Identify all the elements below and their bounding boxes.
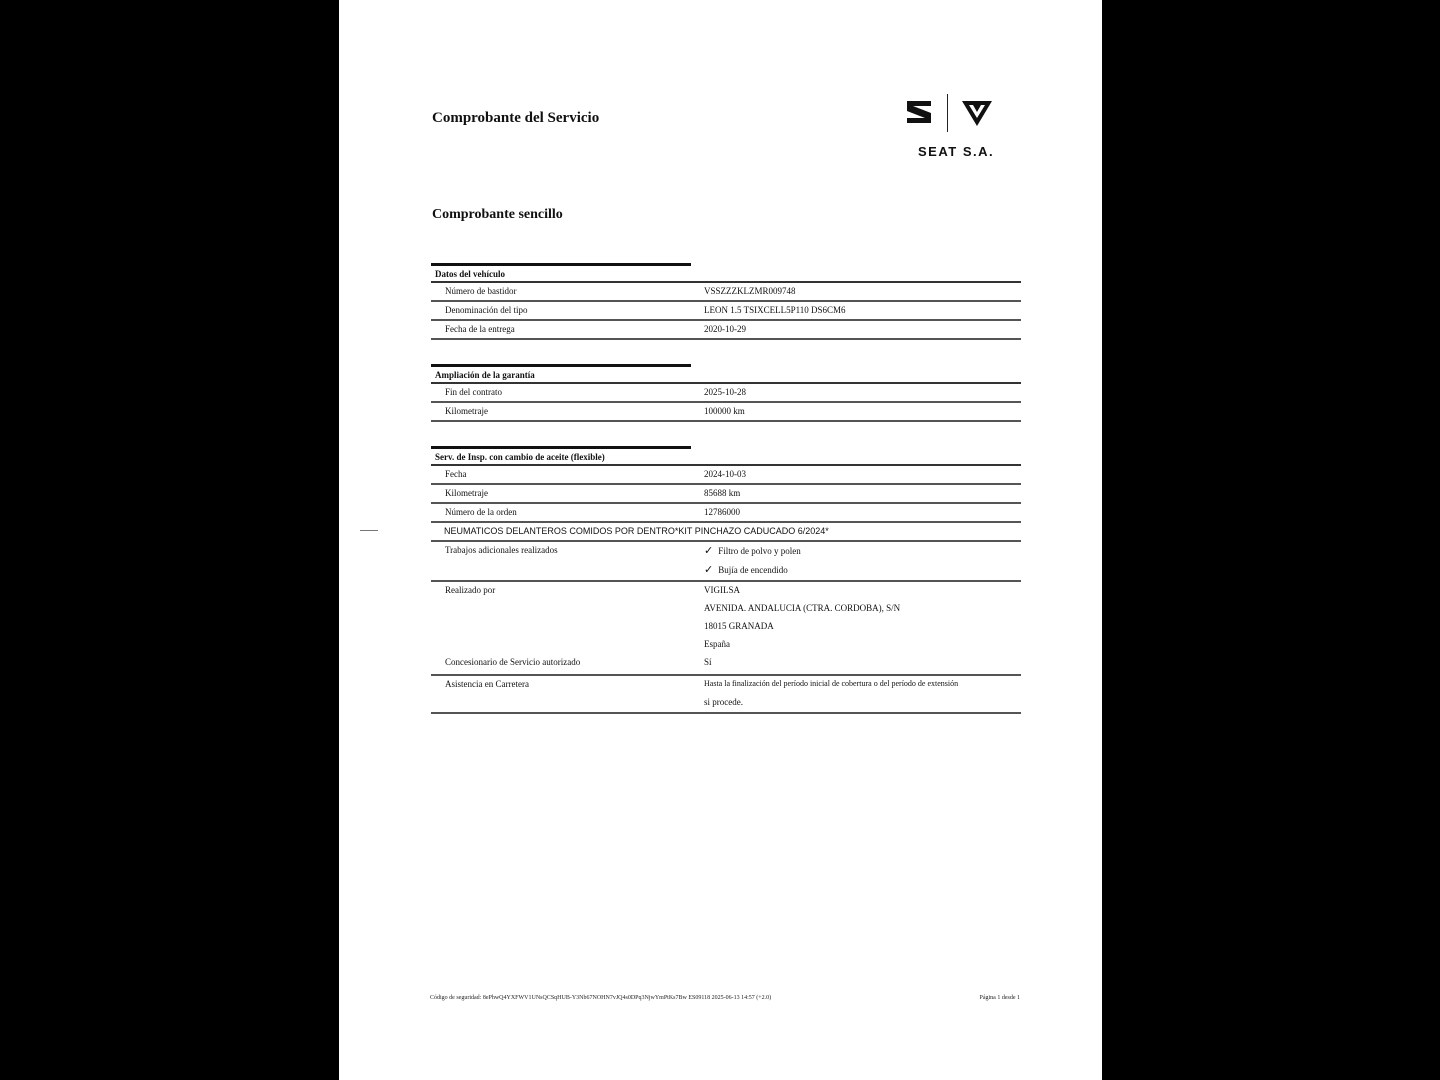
table-row bbox=[431, 283, 1021, 302]
vehicle-section bbox=[431, 263, 1021, 340]
row-label: Kilometraje bbox=[445, 406, 488, 416]
row-label: Concesionario de Servicio autorizado bbox=[445, 657, 581, 667]
additional-item: Bujía de encendido bbox=[718, 565, 788, 575]
row-value: VSSZZZKLZMR009748 bbox=[704, 286, 796, 296]
dealer-city: 18015 GRANADA bbox=[704, 621, 774, 631]
brand-name: SEAT S.A. bbox=[918, 144, 995, 159]
row-label: Trabajos adicionales realizados bbox=[445, 545, 558, 555]
roadside-assistance-row bbox=[431, 674, 1021, 714]
row-label: Denominación del tipo bbox=[445, 305, 528, 315]
checkmark-icon: ✓ bbox=[704, 545, 714, 557]
logo-separator bbox=[947, 94, 948, 132]
cupra-logo-icon bbox=[960, 98, 994, 128]
row-value: 12786000 bbox=[704, 507, 740, 517]
security-code: Código de seguridad: 8ePhwQ4YXFWV1UNsQCSqHUB-Y3Nb67NOHN7vJQ4s0DPq3NjwYmPtKs7Bw ES09118 2025-06-13 14:57 (+2.0) bbox=[430, 995, 772, 1001]
row-value: 100000 km bbox=[704, 406, 745, 416]
row-label: Número de la orden bbox=[445, 507, 517, 517]
section-heading: Ampliación de la garantía bbox=[435, 370, 535, 380]
dealer-name: VIGILSA bbox=[704, 585, 740, 595]
row-label: Fecha de la entrega bbox=[445, 324, 515, 334]
row-value: 2020-10-29 bbox=[704, 324, 746, 334]
document-subtitle: Comprobante sencillo bbox=[432, 207, 563, 222]
table-row bbox=[431, 403, 1021, 422]
additional-item: Filtro de polvo y polen bbox=[718, 546, 801, 556]
table-row bbox=[431, 466, 1021, 485]
row-label: Asistencia en Carretera bbox=[445, 679, 529, 689]
assistance-line: si procede. bbox=[704, 697, 743, 707]
row-label: Número de bastidor bbox=[445, 286, 517, 296]
section-heading: Serv. de Insp. con cambio de aceite (flexible) bbox=[435, 452, 605, 462]
seat-logo-icon bbox=[904, 98, 934, 126]
checkmark-icon: ✓ bbox=[704, 564, 714, 576]
row-value: 2024-10-03 bbox=[704, 469, 746, 479]
row-value: 85688 km bbox=[704, 488, 741, 498]
table-row bbox=[431, 485, 1021, 504]
document-page bbox=[339, 0, 1102, 1080]
page-number: Página 1 desde 1 bbox=[979, 995, 1020, 1001]
row-value: LEON 1.5 TSIXCELL5P110 DS6CM6 bbox=[704, 305, 846, 315]
section-header bbox=[431, 364, 1021, 382]
row-value: Sí bbox=[704, 657, 712, 667]
document-title: Comprobante del Servicio bbox=[432, 110, 600, 126]
performed-by-block bbox=[431, 582, 1021, 674]
list-item bbox=[704, 544, 801, 557]
seat-cupra-logo bbox=[904, 92, 1000, 162]
dealer-address: AVENIDA. ANDALUCIA (CTRA. CORDOBA), S/N bbox=[704, 603, 901, 613]
additional-work-row bbox=[431, 542, 1021, 582]
row-label: Fin del contrato bbox=[445, 387, 502, 397]
row-label: Realizado por bbox=[445, 585, 496, 595]
assistance-line: Hasta la finalización del período inicial de cobertura o del período de extensión bbox=[704, 679, 959, 688]
service-note-row bbox=[431, 523, 1021, 542]
row-label: Fecha bbox=[445, 469, 467, 479]
table-row bbox=[431, 504, 1021, 523]
row-label: Kilometraje bbox=[445, 488, 488, 498]
row-value: 2025-10-28 bbox=[704, 387, 746, 397]
dealer-country: España bbox=[704, 639, 730, 649]
warranty-section bbox=[431, 364, 1021, 422]
table-row bbox=[431, 384, 1021, 403]
service-note: NEUMATICOS DELANTEROS COMIDOS POR DENTRO*KIT PINCHAZO CADUCADO 6/2024* bbox=[444, 526, 829, 536]
service-section bbox=[431, 446, 1021, 714]
section-heading: Datos del vehículo bbox=[435, 269, 506, 279]
list-item bbox=[704, 563, 788, 576]
section-header bbox=[431, 446, 1021, 464]
table-row bbox=[431, 302, 1021, 321]
table-row bbox=[431, 321, 1021, 340]
section-header bbox=[431, 263, 1021, 281]
scan-mark bbox=[360, 530, 378, 531]
